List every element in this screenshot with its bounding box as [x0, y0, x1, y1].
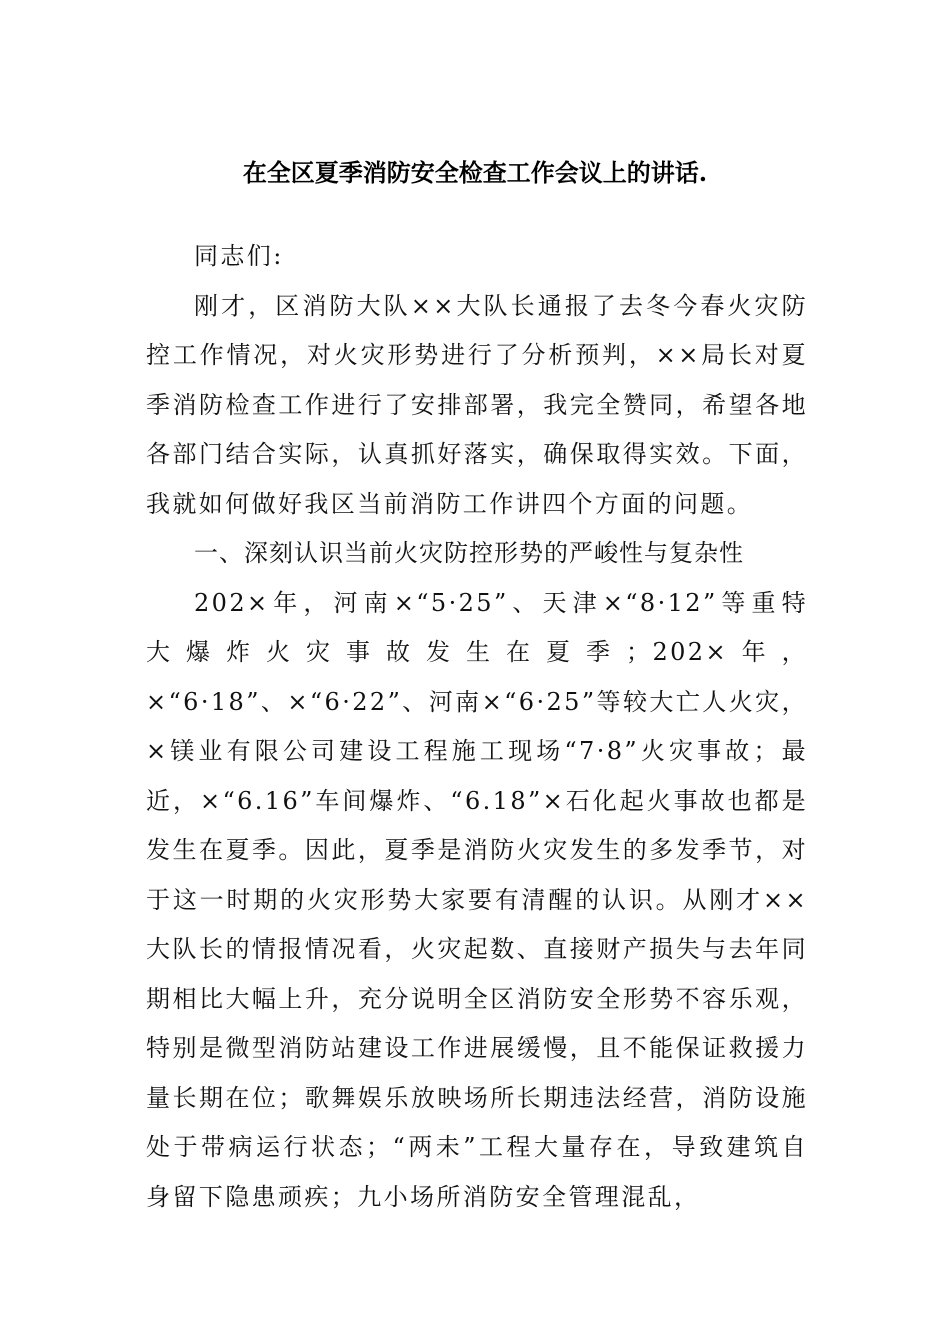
section-heading: 一、深刻认识当前火灾防控形势的严峻性与复杂性 [194, 539, 744, 567]
paragraph-line-1: 202×年，河南×“5·25”、天津×“8·12”等重特 [194, 588, 808, 617]
document-body [146, 232, 808, 1222]
document-title: 在全区夏季消防安全检查工作会议上的讲话. [242, 158, 708, 187]
paragraph-continuation: ×“6·18”、×“6·22”、河南×“6·25”等较大亡人火灾，×镁业有限公司建设工程施工现场“7·8”火灾事故；最近，×“6.16”车间爆炸、“6.18”×石化起火事故也都是发生在夏季。因此，夏季是消防火灾发生的多发季节，对于这一时期的火灾形势大家要有清醒的认识。从刚才××大队长的情报情况看，火灾起数、直接财产损失与去年同期相比大幅上升，充分说明全区消防安全形势不容乐观，特别是微型消防站建设工作进展缓慢，且不能保证救援力量长期在位；歌舞娱乐放映场所长期违法经营，消防设施处于带病运行状态；“两未”工程大量存在，导致建筑自身留下隐患顽疾；九小场所消防安全管理混乱， [146, 687, 808, 1211]
paragraph-intro: 刚才，区消防大队××大队长通报了去冬今春火灾防控工作情况，对火灾形势进行了分析预判，××局长对夏季消防检查工作进行了安排部署，我完全赞同，希望各地各部门结合实际，认真抓好落实，确保取得实效。下面，我就如何做好我区当前消防工作讲四个方面的问题。 [146, 291, 808, 518]
paragraph-line-2: 大爆炸火灾事故发生在夏季；202×年， [146, 638, 808, 666]
salutation: 同志们: [194, 242, 284, 270]
